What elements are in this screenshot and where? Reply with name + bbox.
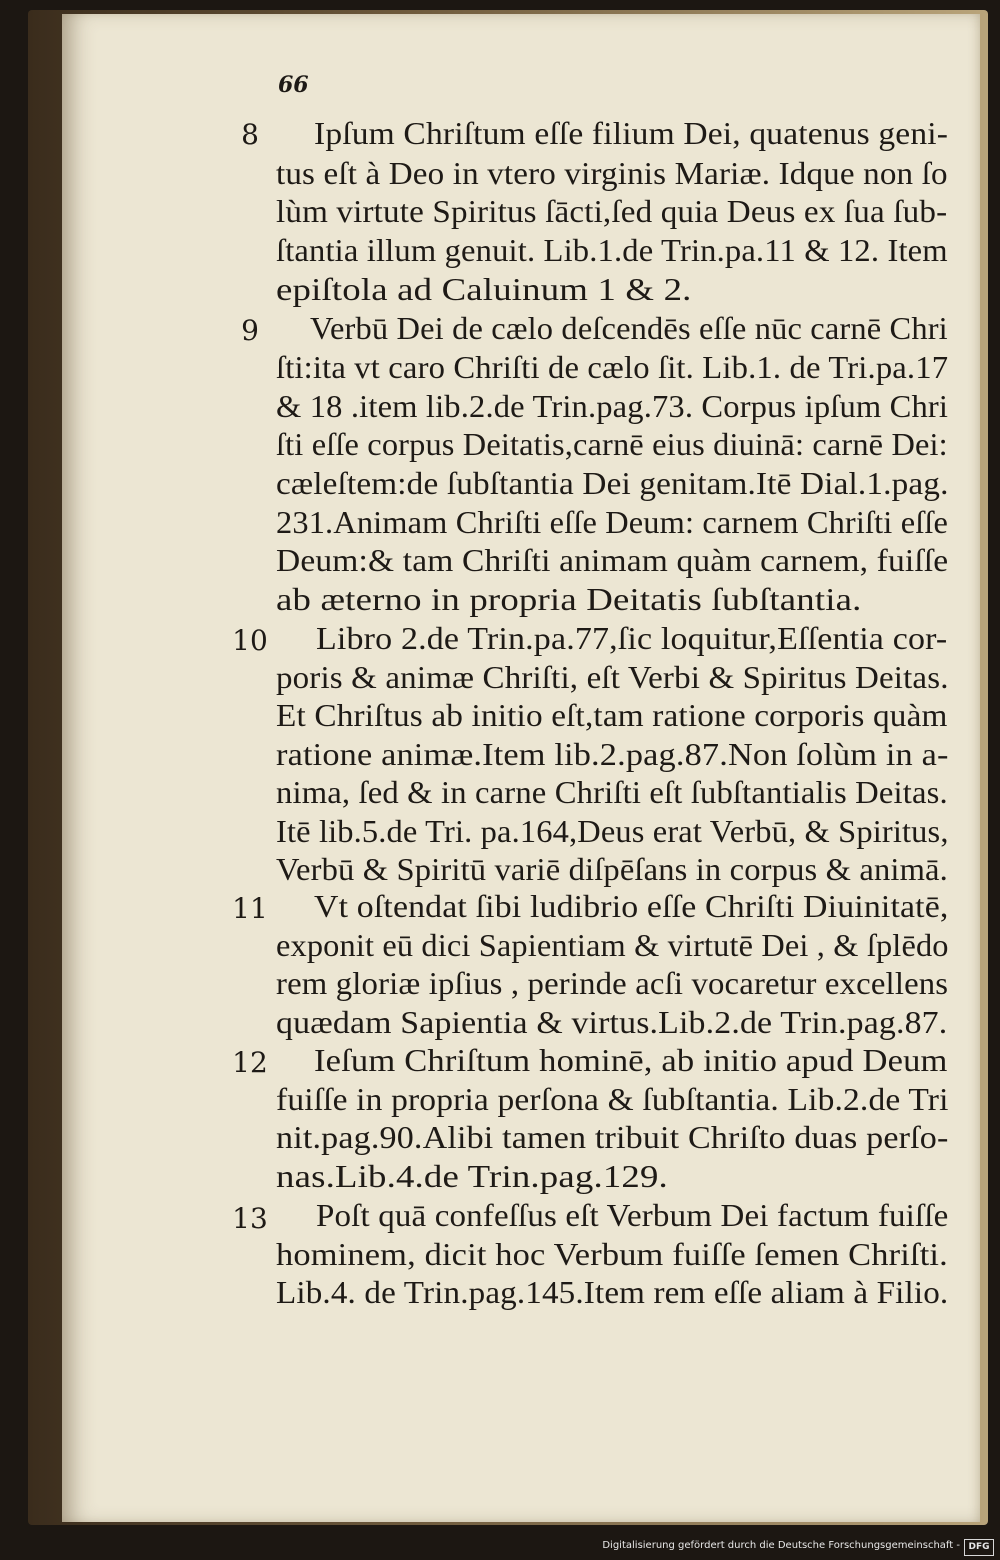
- entry-number: 12: [232, 1046, 268, 1079]
- text-line: nit.pag.90.Alibi tamen tribuit Chriſto duas perſo-: [276, 1119, 949, 1155]
- text-line: cæleſtem:de ſubſtantia Dei genitam.Itē Dial.1.pag.: [276, 465, 949, 501]
- text-line: Poſt quā confeſſus eſt Verbum Dei factum fuiſſe: [316, 1197, 949, 1233]
- text-line: Verbū & Spiritū variē diſpēſans in corpus & animā.: [276, 851, 948, 887]
- text-line: poris & animæ Chriſti, eſt Verbi & Spiritus Deitas.: [276, 659, 949, 695]
- footer: [0, 1536, 1000, 1560]
- book-page: [62, 14, 980, 1522]
- footer-credit: Digitalisierung gefördert durch die Deutsche Forschungsgemeinschaft -: [602, 1540, 960, 1551]
- text-line: Et Chriſtus ab initio eſt,tam ratione corporis quàm: [276, 697, 948, 733]
- entry-number: 8: [241, 118, 259, 151]
- text-line: ſti eſſe corpus Deitatis,carnē eius diuinā: carnē Dei:: [276, 426, 948, 462]
- text-line: & 18 .item lib.2.de Trin.pag.73. Corpus ipſum Chri: [276, 388, 949, 424]
- entry-number: 10: [232, 624, 268, 657]
- text-line: ſti:ita vt caro Chriſti de cælo ſit. Lib.1. de Tri.pa.17: [276, 349, 949, 385]
- text-line: Ipſum Chriſtum eſſe filium Dei, quatenus geni-: [314, 115, 949, 151]
- text-line: ſtantia illum genuit. Lib.1.de Trin.pa.11 & 12. Item: [276, 232, 948, 268]
- text-line: ab æterno in propria Deitatis ſubſtantia.: [276, 581, 862, 617]
- text-line: tus eſt à Deo in vtero virginis Mariæ. Idque non ſo: [276, 155, 948, 191]
- entry-number: 9: [241, 314, 259, 347]
- text-line: ratione animæ.Item lib.2.pag.87.Non ſolùm in a-: [276, 736, 949, 772]
- text-line: fuiſſe in propria perſona & ſubſtantia. Lib.2.de Tri: [276, 1081, 949, 1117]
- text-line: rem gloriæ ipſius , perinde acſi vocaretur excellens: [276, 965, 949, 1001]
- page-number: 66: [278, 72, 309, 98]
- dfg-logo-icon: DFG: [964, 1539, 994, 1556]
- text-line: Deum:& tam Chriſti animam quàm carnem, fuiſſe: [276, 542, 949, 578]
- text-line: exponit eū dici Sapientiam & virtutē Dei , & ſplēdo: [276, 927, 949, 963]
- text-line: Libro 2.de Trin.pa.77,ſic loquitur,Eſſentia cor-: [316, 620, 948, 656]
- text-line: Lib.4. de Trin.pag.145.Item rem eſſe aliam à Filio.: [276, 1274, 949, 1310]
- entry-number: 13: [232, 1202, 268, 1235]
- text-line: hominem, dicit hoc Verbum fuiſſe ſemen Chriſti.: [276, 1236, 948, 1272]
- text-line: Vt oſtendat ſibi ludibrio eſſe Chriſti Diuinitatē,: [314, 888, 949, 924]
- text-line: Ieſum Chriſtum hominē, ab initio apud Deum: [314, 1042, 948, 1078]
- text-line: Itē lib.5.de Tri. pa.164,Deus erat Verbū, & Spiritus,: [276, 813, 949, 849]
- text-line: lùm virtute Spiritus ſācti,ſed quia Deus ex ſua ſub-: [276, 193, 948, 229]
- text-line: 231.Animam Chriſti eſſe Deum: carnem Chriſti eſſe: [276, 504, 949, 540]
- text-line: Verbū Dei de cælo deſcendēs eſſe nūc carnē Chri: [310, 310, 948, 346]
- text-line: nas.Lib.4.de Trin.pag.129.: [276, 1158, 668, 1194]
- text-line: nima, ſed & in carne Chriſti eſt ſubſtantialis Deitas.: [276, 774, 948, 810]
- text-line: quædam Sapientia & virtus.Lib.2.de Trin.pag.87.: [276, 1004, 948, 1040]
- text-line: epiſtola ad Caluinum 1 & 2.: [276, 271, 692, 307]
- entry-number: 11: [232, 892, 268, 925]
